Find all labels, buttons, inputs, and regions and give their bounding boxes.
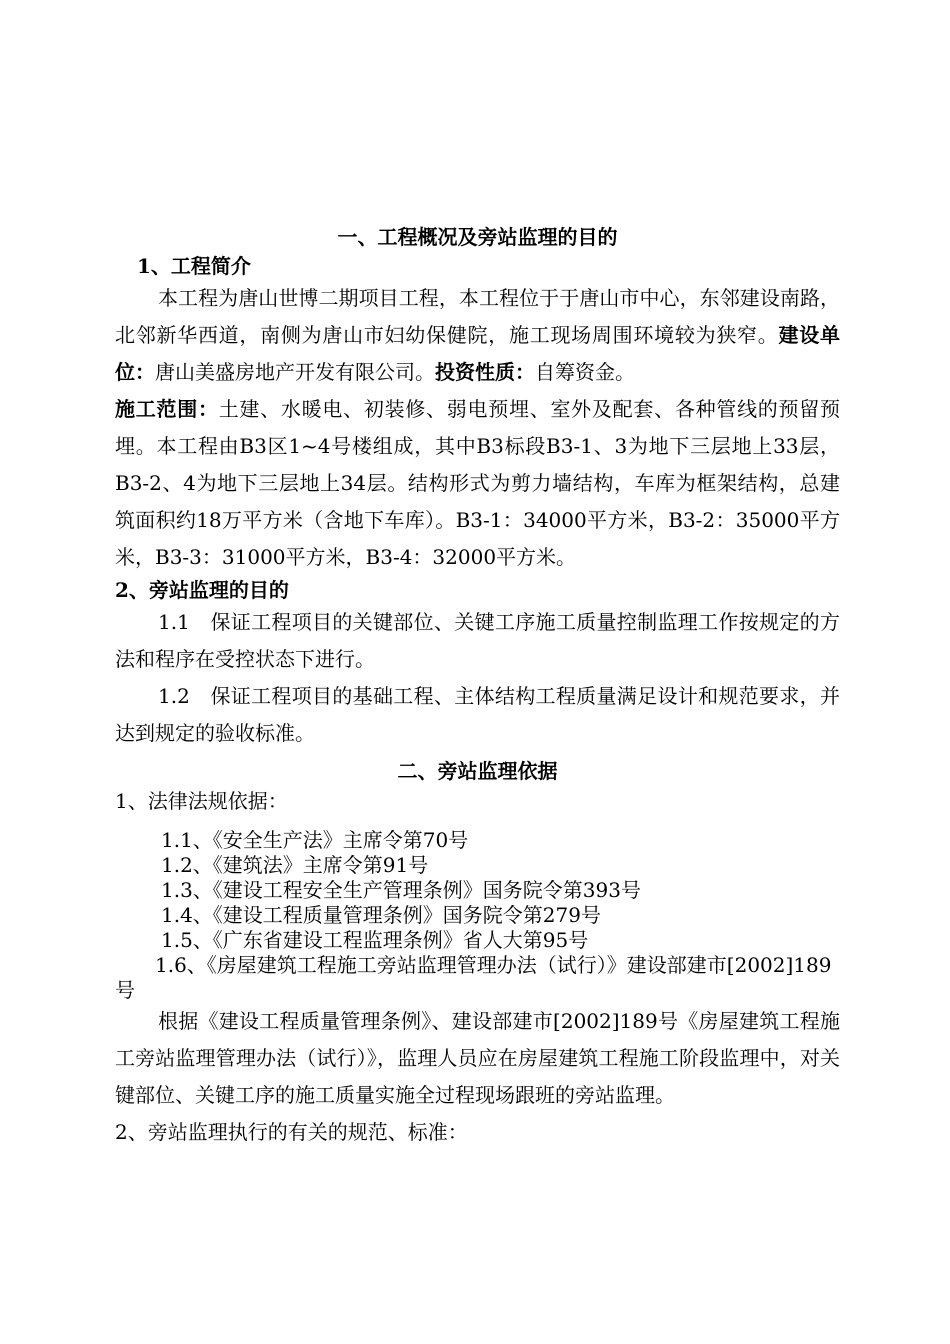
basis-paragraph: 根据《建设工程质量管理条例》、建设部建市[2002]189号《房屋建筑工程施工旁站监理管理办法（试行）》，监理人员应在房屋建筑工程施工阶段监理中，对关键部位、关键工序的施工质量实施全过程现场跟班的旁站监理。: [115, 1009, 840, 1107]
subsection-laws: 1、法律法规依据：: [115, 789, 288, 813]
scope-text: 土建、水暖电、初装修、弱电预埋、室外及配套、各种管线的预留预埋。本工程由B3区1~4号楼组成，其中B3标段B3-1、3为地下三层地上33层，B3-2、4为地下三层地上34层。结构形式为剪力墙结构，车库为框架结构，总建筑面积约18万平方米（含地下车库）。B3-1：34000平方米，B3-2：35000平方米，B3-3：31000平方米，B3-4：32000平方米。: [115, 397, 841, 569]
investment-label: 投资性质：: [435, 360, 535, 384]
section-2-title: 二、旁站监理依据: [397, 759, 558, 783]
law-item: 1.6、《房屋建筑工程施工旁站监理管理办法（试行）》建设部建市[2002]189号: [115, 953, 832, 1002]
purpose-item-1-1: 1.1 保证工程项目的关键部位、关键工序施工质量控制监理工作按规定的方法和程序在受控状态下进行。: [115, 610, 840, 671]
investment-value: 自筹资金。: [535, 360, 635, 384]
project-overview-paragraph: [115, 280, 840, 391]
intro-text: 本工程为唐山世博二期项目工程，本工程位于于唐山市中心，东邻建设南路，北邻新华西道，南侧为唐山市妇幼保健院，施工现场周围环境较为狭窄。: [115, 286, 840, 347]
law-item: 1.3、《建设工程安全生产管理条例》国务院令第393号: [161, 878, 641, 902]
scope-label: 施工范围：: [115, 397, 219, 421]
law-item: 1.1、《安全生产法》主席令第70号: [161, 828, 469, 852]
subsection-project-overview: 1、工程简介: [137, 254, 251, 278]
purpose-item-1-2: 1.2 保证工程项目的基础工程、主体结构工程质量满足设计和规范要求，并达到规定的验收标准。: [115, 684, 840, 745]
document-body: [115, 222, 840, 1151]
laws-list: [115, 828, 840, 1003]
law-item: 1.5、《广东省建设工程监理条例》省人大第95号: [161, 928, 589, 952]
builder-label: 建设单位：: [115, 323, 841, 384]
subsection-standards: 2、旁站监理执行的有关的规范、标准：: [115, 1120, 468, 1144]
builder-value: 唐山美盛房地产开发有限公司。: [155, 360, 435, 384]
law-item: 1.2、《建筑法》主席令第91号: [161, 853, 429, 877]
law-item: 1.4、《建设工程质量管理条例》国务院令第279号: [161, 903, 601, 927]
section-1-title: 一、工程概况及旁站监理的目的: [337, 225, 618, 249]
scope-paragraph: [115, 391, 840, 576]
subsection-supervision-purpose: 2、旁站监理的目的: [115, 578, 289, 602]
